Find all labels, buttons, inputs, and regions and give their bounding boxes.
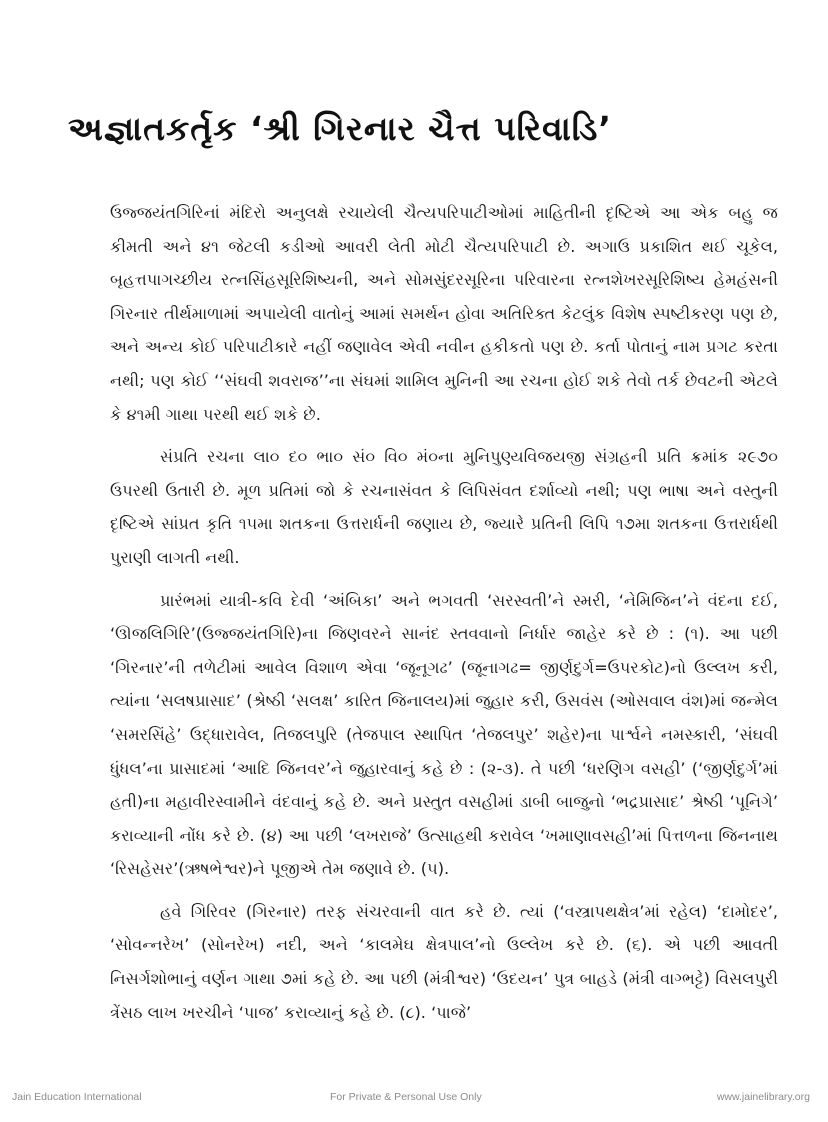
paragraph-intro: ઉજ્જયંતગિરિનાં મંદિરો અનુલક્ષે રચાયેલી ચૈત્યપરિપાટીઓમાં માહિતીની દૃષ્ટિએ આ એક બહુ જ કીમતી અને ૪૧ જેટલી કડીઓ આવરી લેતી મોટી ચૈત્યપરિપાટી છે. અગાઉ પ્રકાશિત થઈ ચૂકેલ, બૃહત્તપાગચ્છીય રત્નસિંહસૂરિશિષ્યની, અને સોમસુંદરસૂરિના પરિવારના રત્નશેખરસૂરિશિષ્ય હેમહંસની ગિરનાર તીર્થમાળામાં અપાયેલી વાતોનું આમાં સમર્થન હોવા અતિરિક્ત કેટલુંક વિશેષ સ્પષ્ટીકરણ પણ છે, અને અન્ય કોઈ પરિપાટીકારે નહીં જણાવેલ એવી નવીન હકીકતો પણ છે. કર્તા પોતાનું નામ પ્રગટ કરતા નથી; પણ કોઈ ‘‘સંઘવી શવરાજ’’ના સંઘમાં શામિલ મુનિની આ રચના હોઈ શકે તેવો તર્ક છેવટની એટલે કે ૪૧મી ગાથા પરથી થઈ શકે છે. [110,203,778,424]
page-title: અજ્ઞાતકર્તૃક ‘શ્રી ગિરનાર ચૈત્ત પરિવાડિ’ [68,109,612,148]
paragraph-opening: પ્રારંભમાં યાત્રી-કવિ દેવી ‘અંબિકા’ અને ભગવતી ‘સરસ્વતી’ને સ્મરી, ‘નેમિજિન’ને વંદના દઈ, ‘ઊજલિગિરિ’(ઉજ્જયંતગિરિ)ના જિણવરને સાનંદ સ્તવવાનો નિર્ધાર જાહેર કરે છે : (૧). આ પછી ‘ગિરનાર’ની તળેટીમાં આવેલ વિશાળ એવા ‘જૂનૂગઢ’ (જૂનાગઢ= જીર્ણદુર્ગ=ઉપરકોટ)નો ઉલ્લખ કરી, ત્યાંના ‘સલષપ્રાસાદ’ (શ્રેષ્ઠી ‘સલક્ષ’ કારિત જિનાલય)માં જુહાર કરી, ઉસવંસ (ઓસવાલ વંશ)માં જન્મેલ ‘સમરસિંહે’ ઉદ્ધારાવેલ, તિજલપુરિ (તેજપાલ સ્થાપિત ‘તેજલપુર’ શહેર)ના પાર્શ્વને નમસ્કારી, ‘સંઘવી ધુંધલ’ના પ્રાસાદમાં ‘આદિ જિનવર’ને જુહારવાનું કહે છે : (૨-૩). તે પછી ‘ધરણિગ વસહી’ (‘જીર્ણદુર્ગ’માં હતી)ના મહાવીરસ્વામીને વંદવાનું કહે છે. અને પ્રસ્તુત વસહીમાં ડાબી બાજુનો ‘ભદ્રપ્રાસાદ’ શ્રેષ્ઠી ‘પૂનિગે’ કરાવ્યાની નોંધ કરે છે. (૪) આ પછી ‘લખરાજે’ ઉત્સાહથી કરાવેલ ‘ખમાણાવસહી’માં પિત્તળના જિનનાથ ‘રિસહેસર’(ઋષભેશ્વર)ને પૂજીએ તેમ જણાવે છે. (૫). [110,590,778,879]
footer-website-link[interactable]: www.jainelibrary.org [716,1091,810,1103]
footer-publisher: Jain Education International [12,1091,142,1103]
document-body [110,196,778,1038]
paragraph-girivar: હવે ગિરિવર (ગિરનાર) તરફ સંચરવાની વાત કરે છે. ત્યાં (‘વસ્ત્રાપથક્ષેત્ર’માં રહેલ) ‘દામોદર’, ‘સોવન્નરેખ’ (સોનરેખ) નદી, અને ‘કાલમેઘ ક્ષેત્રપાલ’નો ઉલ્લેખ કરે છે. (૬). એ પછી આવતી નિસર્ગશોભાનું વર્ણન ગાથા ૭માં કહે છે. આ પછી (મંત્રીશ્વર) ‘ઉદયન’ પુત્ર બાહડે (મંત્રી વાગ્ભટ્ટે) વિસલપુરી ત્રેંસઠ લાખ ખરચીને ‘પાજ’ કરાવ્યાનું કહે છે. (૮). ‘પાજે’ [110,901,778,1022]
footer-usage-note: For Private & Personal Use Only [330,1091,482,1103]
paragraph-manuscript: સંપ્રતિ રચના લા૦ દ૦ ભા૦ સં૦ વિ૦ મં૦ના મુનિપુણ્યવિજયજી સંગ્રહની પ્રતિ ક્રમાંક ૨૯૭૦ ઉપરથી ઉતારી છે. મૂળ પ્રતિમાં જો કે રચનાસંવત કે લિપિસંવત દર્શાવ્યો નથી; પણ ભાષા અને વસ્તુની દૃષ્ટિએ સાંપ્રત કૃતિ ૧૫મા શતકના ઉત્તરાર્ધની જણાય છે, જ્યારે પ્રતિની લિપિ ૧૭મા શતકના ઉત્તરાર્ધથી પુરાણી લાગતી નથી. [110,447,778,567]
page-footer [0,1091,828,1111]
